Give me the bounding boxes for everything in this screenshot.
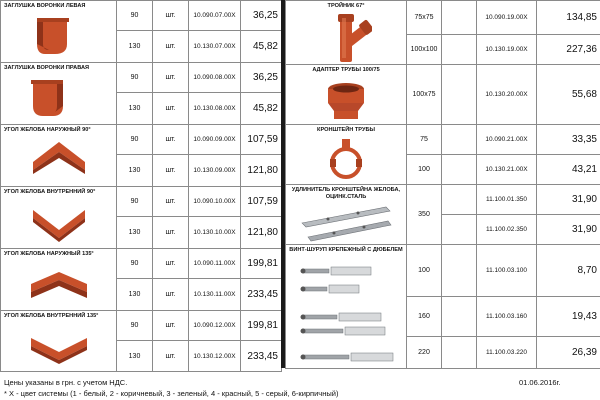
price-cell: 121,80 [241, 155, 282, 187]
left-price-table [0, 0, 282, 372]
table-row [1, 311, 282, 341]
code-cell: 10.130.08.00X [189, 93, 241, 125]
pipe-tee-67-icon [320, 12, 372, 64]
color-legend: * X - цвет системы (1 - белый, 2 - коричневый, 3 - зеленый, 4 - красный, 5 - серый, 6-кирпичный) [4, 389, 339, 398]
table-row [1, 249, 282, 279]
gutter-end-cap-left-icon [29, 14, 89, 58]
product-2 [1, 63, 117, 125]
gutter-outer-corner-135-icon [29, 262, 89, 306]
size-cell: 90 [117, 63, 153, 93]
size-cell: 130 [117, 279, 153, 311]
product-title: АДАПТЕР ТРУБЫ 100/75 [312, 67, 380, 73]
unit-cell: шт. [153, 1, 189, 31]
price-cell: 107,59 [241, 187, 282, 217]
table-row [1, 125, 282, 155]
price-cell: 233,45 [241, 341, 282, 372]
size-cell: 130 [117, 341, 153, 372]
code-cell: 10.090.10.00X [189, 187, 241, 217]
product-title: УГОЛ ЖЕЛОБА ВНУТРЕННИЙ 135° [4, 313, 99, 319]
unit-cell: шт. [153, 125, 189, 155]
unit-cell: шт. [153, 155, 189, 187]
size-cell: 90 [117, 187, 153, 217]
table-row [1, 187, 282, 217]
price-cell: 45,82 [241, 93, 282, 125]
screw-with-dowel-icon [291, 261, 401, 369]
product-title: КРОНШТЕЙН ТРУБЫ [317, 127, 375, 133]
table-row [1, 63, 282, 93]
unit-cell: шт. [153, 93, 189, 125]
code-cell: 10.130.07.00X [189, 31, 241, 63]
pipe-adapter-icon [324, 81, 368, 123]
price-cell: 107,59 [241, 125, 282, 155]
product-title: УГОЛ ЖЕЛОБА НАРУЖНЫЙ 135° [4, 251, 94, 257]
size-cell: 130 [117, 93, 153, 125]
size-cell: 130 [117, 31, 153, 63]
code-cell: 10.130.10.00X [189, 217, 241, 249]
product-tee [286, 1, 407, 65]
size-cell: 90 [117, 311, 153, 341]
size-cell: 130 [117, 155, 153, 187]
unit-cell: шт. [153, 341, 189, 372]
code-cell: 10.090.09.00X [189, 125, 241, 155]
product-3 [1, 125, 117, 187]
code-cell: 10.130.11.00X [189, 279, 241, 311]
right-price-table: ТРОЙНИК 67° 75x75 10.090.19.00X 134,85 100x100 10.130.19.00X 227,36 АДАПТЕР ТРУБЫ 100/75 100x75 10.130.20.00X 55,68 КРОНШТЕЙН ТРУБЫ 75 10.090.21.00X 33,35 100 10.130.21.00X 43,21 УДЛИНИТЕЛЬ КРОНШТЕЙНА ЖЕЛОБА, ОЦИНК.СТАЛЬ 350 11.100.01.350 31,90 11.100.02.350 31,90 ВИНТ-ШУРУП КРЕПЕЖНЫЙ С ДЮБЕЛЕМ 100 11.100.03.100 8,70 160 11.100.03.160 19,43 220 11.100.03.220 26,39 [285, 0, 600, 369]
code-cell: 10.130.09.00X [189, 155, 241, 187]
unit-cell: шт. [153, 187, 189, 217]
gutter-end-cap-right-icon [29, 76, 89, 120]
product-bracket [286, 125, 407, 185]
product-title: ВИНТ-ШУРУП КРЕПЕЖНЫЙ С ДЮБЕЛЕМ [289, 247, 403, 253]
product-title: УГОЛ ЖЕЛОБА НАРУЖНЫЙ 90° [4, 127, 91, 133]
product-6 [1, 311, 117, 372]
gutter-outer-corner-90-icon [29, 138, 89, 182]
code-cell: 10.130.12.00X [189, 341, 241, 372]
gutter-inner-corner-135-icon [29, 324, 89, 368]
table-row [1, 1, 282, 31]
price-cell: 199,81 [241, 249, 282, 279]
unit-cell: шт. [153, 217, 189, 249]
price-cell: 233,45 [241, 279, 282, 311]
size-cell: 90 [117, 1, 153, 31]
product-adapter [286, 65, 407, 125]
size-cell: 130 [117, 217, 153, 249]
code-cell: 10.090.11.00X [189, 249, 241, 279]
price-cell: 36,25 [241, 1, 282, 31]
price-date: 01.06.2016г. [519, 378, 561, 387]
product-title: ЗАГЛУШКА ВОРОНКИ ЛЕВАЯ [4, 3, 86, 9]
product-title: УГОЛ ЖЕЛОБА ВНУТРЕННИЙ 90° [4, 189, 96, 195]
product-extender [286, 185, 407, 245]
unit-cell: шт. [153, 31, 189, 63]
vat-note: Цены указаны в грн. с учетом НДС. [4, 378, 128, 387]
price-cell: 199,81 [241, 311, 282, 341]
code-cell: 10.090.07.00X [189, 1, 241, 31]
product-title: УДЛИНИТЕЛЬ КРОНШТЕЙНА ЖЕЛОБА, ОЦИНК.СТАЛЬ [291, 187, 401, 200]
unit-cell: шт. [153, 279, 189, 311]
size-cell: 90 [117, 125, 153, 155]
price-cell: 121,80 [241, 217, 282, 249]
product-title: ТРОЙНИК 67° [327, 3, 365, 9]
product-4 [1, 187, 117, 249]
product-5 [1, 249, 117, 311]
price-cell: 45,82 [241, 31, 282, 63]
price-cell: 36,25 [241, 63, 282, 93]
unit-cell: шт. [153, 63, 189, 93]
footer-note [4, 378, 561, 387]
size-cell: 90 [117, 249, 153, 279]
gutter-inner-corner-90-icon [29, 200, 89, 244]
product-1 [1, 1, 117, 63]
pipe-bracket-icon [326, 137, 366, 183]
code-cell: 10.090.08.00X [189, 63, 241, 93]
unit-cell: шт. [153, 311, 189, 341]
code-cell: 10.090.12.00X [189, 311, 241, 341]
product-screw [286, 245, 407, 369]
product-title: ЗАГЛУШКА ВОРОНКИ ПРАВАЯ [4, 65, 90, 71]
bracket-extender-icon [298, 203, 394, 243]
unit-cell: шт. [153, 249, 189, 279]
